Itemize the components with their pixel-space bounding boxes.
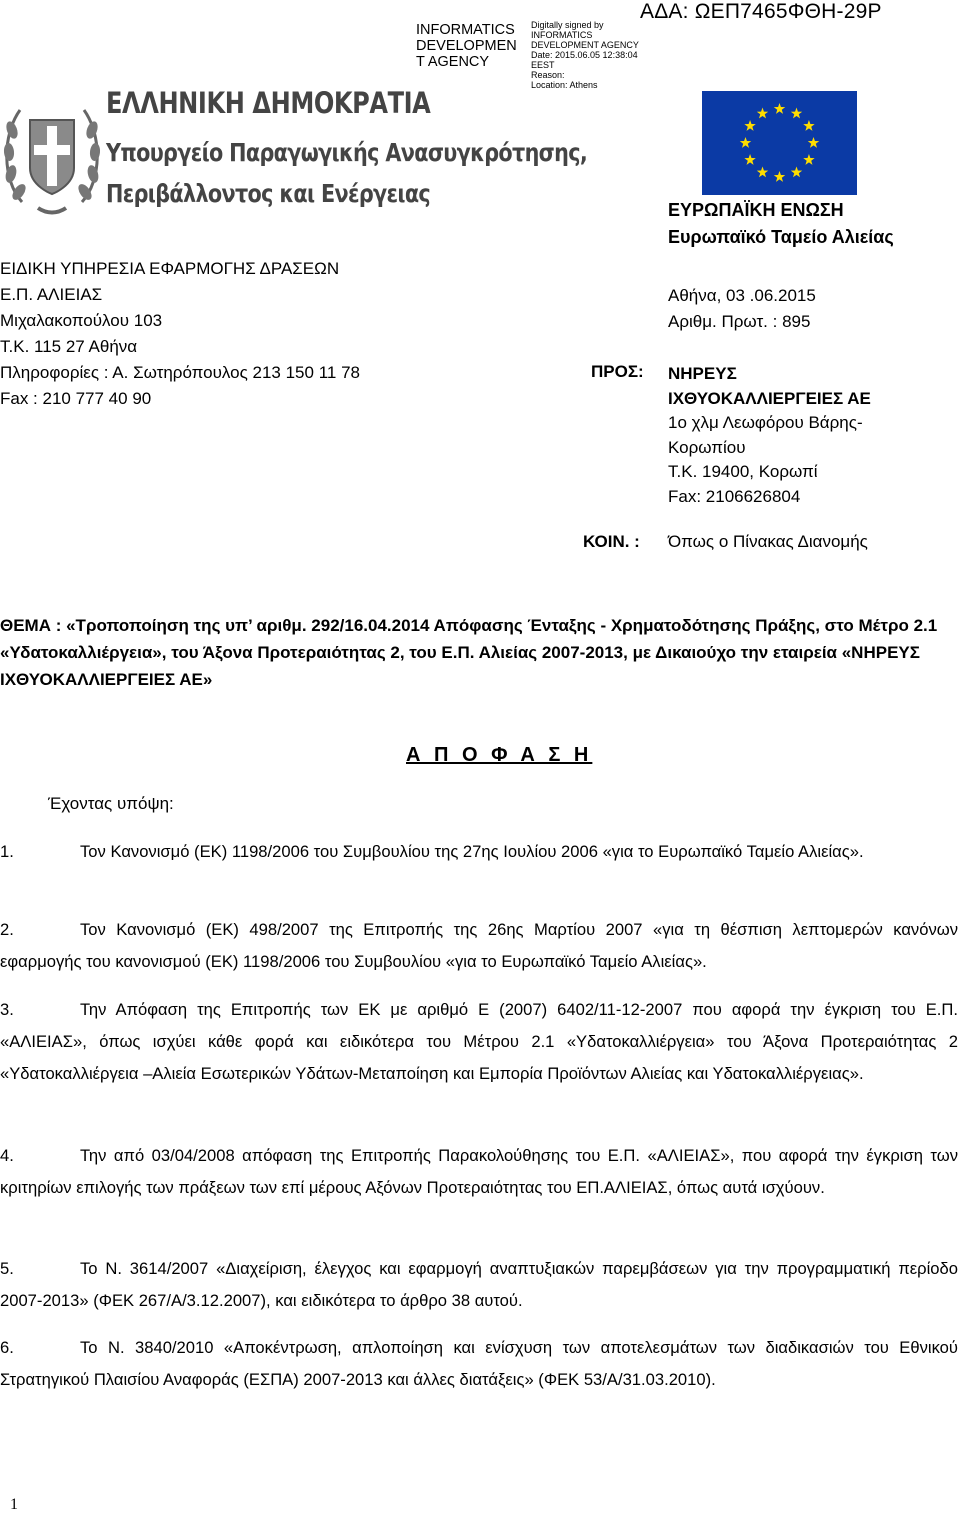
list-item (0, 836, 958, 868)
sender-line: Τ.Κ. 115 27 Αθήνα (0, 337, 138, 356)
having-regard-label: Έχοντας υπόψη: (48, 794, 174, 813)
eu-fund-label: Ευρωπαϊκό Ταμείο Αλιείας (668, 227, 894, 247)
eu-star-icon (774, 171, 785, 182)
list-item (0, 914, 958, 978)
eu-star-icon (791, 166, 802, 177)
item-text: Το Ν. 3614/2007 «Διαχείριση, έλεγχος και εφαρμογή αναπτυξιακών παρεμβάσεων για την προγραμματική περίοδο 2007-2013» (ΦΕΚ 267/Α/3.12.2007), και ειδικότερα το άρθρο 38 αυτού. (0, 1259, 958, 1310)
sender-line: Ε.Π. ΑΛΙΕΙΑΣ (0, 285, 103, 304)
recipient-company: ΙΧΘΥΟΚΑΛΛΙΕΡΓΕΙΕΣ ΑΕ (668, 388, 871, 408)
ada-code: ΑΔΑ: ΩΕΠ7465ΦΘΗ-29Ρ (640, 0, 882, 23)
signature-line: Reason: (531, 70, 565, 80)
signature-line: Date: 2015.06.05 12:38:04 (531, 50, 638, 60)
eu-star-icon (803, 120, 814, 131)
list-item (0, 1140, 958, 1204)
item-number: 4. (0, 1146, 14, 1165)
to-label: ΠΡΟΣ: (591, 362, 644, 381)
recipient-block (668, 362, 871, 509)
list-item (0, 1332, 958, 1396)
protocol-number: Αριθμ. Πρωτ. : 895 (668, 312, 811, 331)
koin-value: Όπως ο Πίνακας Διανομής (668, 532, 868, 551)
eu-star-icon (740, 137, 751, 148)
signature-line: DEVELOPMENT AGENCY (531, 40, 639, 50)
item-text: Τον Κανονισμό (ΕΚ) 498/2007 της Επιτροπής της 26ης Μαρτίου 2007 «για τη θέσπιση λεπτομερών κανόνων εφαρμογής του κανονισμού (ΕΚ) 1198/2006 του Συμβουλίου «για το Ευρωπαϊκό Ταμείο Αλιείας». (0, 920, 958, 971)
item-text: Την Απόφαση της Επιτροπής των ΕΚ με αριθμό Ε (2007) 6402/11-12-2007 που αφορά την έγκριση του Ε.Π. «ΑΛΙΕΙΑΣ», όπως ισχύει κάθε φορά και ειδικότερα του Μέτρου 2.1 «Υδατοκαλλιέργεια» του Άξονα Προτεραιότητας 2 «Υδατοκαλλιέργεια –Αλιεία Εσωτερικών Υδάτων-Μεταποίηση και Εμπορία Προϊόντων Αλιείας και Υδατοκαλλιέργειας». (0, 1000, 958, 1083)
eu-flag-icon (702, 91, 857, 195)
koin-label: ΚΟΙΝ. : (583, 532, 640, 551)
item-number: 2. (0, 920, 14, 939)
signature-line: Digitally signed by (531, 20, 604, 30)
eu-star-icon (757, 108, 768, 119)
eu-star-icon (803, 154, 814, 165)
ministry-header (106, 86, 588, 226)
sender-block (0, 256, 360, 412)
recipient-fax: Fax: 2106626804 (668, 486, 801, 506)
signature-agency-name: INFORMATICS DEVELOPMEN T AGENCY (416, 22, 517, 70)
republic-title: ΕΛΛΗΝΙΚΗ ΔΗΜΟΚΡΑΤΙΑ (106, 86, 431, 120)
page-number: 1 (10, 1496, 18, 1513)
item-number: 3. (0, 1000, 14, 1019)
eu-star-icon (744, 120, 755, 131)
subject: ΘΕΜΑ : «Τροποποίηση της υπ’ αριθμ. 292/16.04.2014 Απόφασης Ένταξης - Χρηματοδότησης Πράξης, στο Μέτρο 2.1 «Υδατοκαλλιέργεια», του Άξονα Προτεραιότητας 2, του Ε.Π. Αλιείας 2007-2013, με Δικαιούχο την εταιρεία «ΝΗΡΕΥΣ ΙΧΘΥΟΚΑΛΛΙΕΡΓΕΙΕΣ ΑΕ» (0, 616, 938, 689)
recipient-name: ΝΗΡΕΥΣ (668, 364, 737, 383)
item-text: Την από 03/04/2008 απόφαση της Επιτροπής Παρακολούθησης του Ε.Π. «ΑΛΙΕΙΑΣ», που αφορά την έγκριση των κριτηρίων επιλογής των πράξεων των επί μέρους Αξόνων Προτεραιότητας του ΕΠ.ΑΛΙΕΙΑΣ, όπως αυτά ισχύουν. (0, 1146, 958, 1197)
eu-star-icon (757, 166, 768, 177)
eu-star-icon (744, 154, 755, 165)
recipient-postal: Τ.Κ. 19400, Κορωπί (668, 462, 818, 481)
item-text: Τον Κανονισμό (ΕΚ) 1198/2006 του Συμβουλίου της 27ης Ιουλίου 2006 «για το Ευρωπαϊκό Ταμείο Αλιείας». (80, 842, 864, 861)
eu-star-icon (774, 103, 785, 114)
ministry-line-2: Περιβάλλοντος και Ενέργειας (106, 179, 431, 208)
eu-union-label: ΕΥΡΩΠΑΪΚΗ ΕΝΩΣΗ (668, 200, 844, 220)
eu-star-icon (808, 137, 819, 148)
recipient-address-2: Κορωπίου (668, 437, 746, 457)
sender-line: ΕΙΔΙΚΗ ΥΠΗΡΕΣΙΑ ΕΦΑΡΜΟΓΗΣ ΔΡΑΣΕΩΝ (0, 259, 340, 278)
document-date: Αθήνα, 03 .06.2015 (668, 286, 816, 305)
sender-line: Μιχαλακοπούλου 103 (0, 311, 163, 330)
sender-line: Πληροφορίες : Α. Σωτηρόπουλος 213 150 11 78 (0, 363, 360, 382)
signature-line: Location: Athens (531, 80, 598, 90)
list-item (0, 994, 958, 1090)
item-text: Το Ν. 3840/2010 «Αποκέντρωση, απλοποίηση και ενίσχυση των αποτελεσμάτων των διαδικασιών του Εθνικού Στρατηγικού Πλαισίου Αναφοράς (ΕΣΠΑ) 2007-2013 και άλλες διατάξεις» (ΦΕΚ 53/Α/31.03.2010). (0, 1338, 958, 1389)
greek-emblem-icon (2, 90, 102, 230)
item-number: 1. (0, 842, 14, 861)
item-number: 6. (0, 1338, 14, 1357)
eu-stars-icon (702, 91, 857, 195)
list-item (0, 1253, 958, 1317)
decision-title: Α Π Ο Φ Α Σ Η (406, 744, 593, 766)
date-block (668, 283, 816, 335)
sender-line: Fax : 210 777 40 90 (0, 389, 152, 408)
signature-line: INFORMATICS (531, 30, 593, 40)
signature-line: EEST (531, 60, 555, 70)
eu-star-icon (791, 108, 802, 119)
signature-details (531, 20, 641, 90)
ministry-line-1: Υπουργείο Παραγωγικής Ανασυγκρότησης, (106, 138, 588, 167)
item-number: 5. (0, 1259, 14, 1278)
recipient-address-1: 1ο χλμ Λεωφόρου Βάρης- (668, 413, 863, 432)
